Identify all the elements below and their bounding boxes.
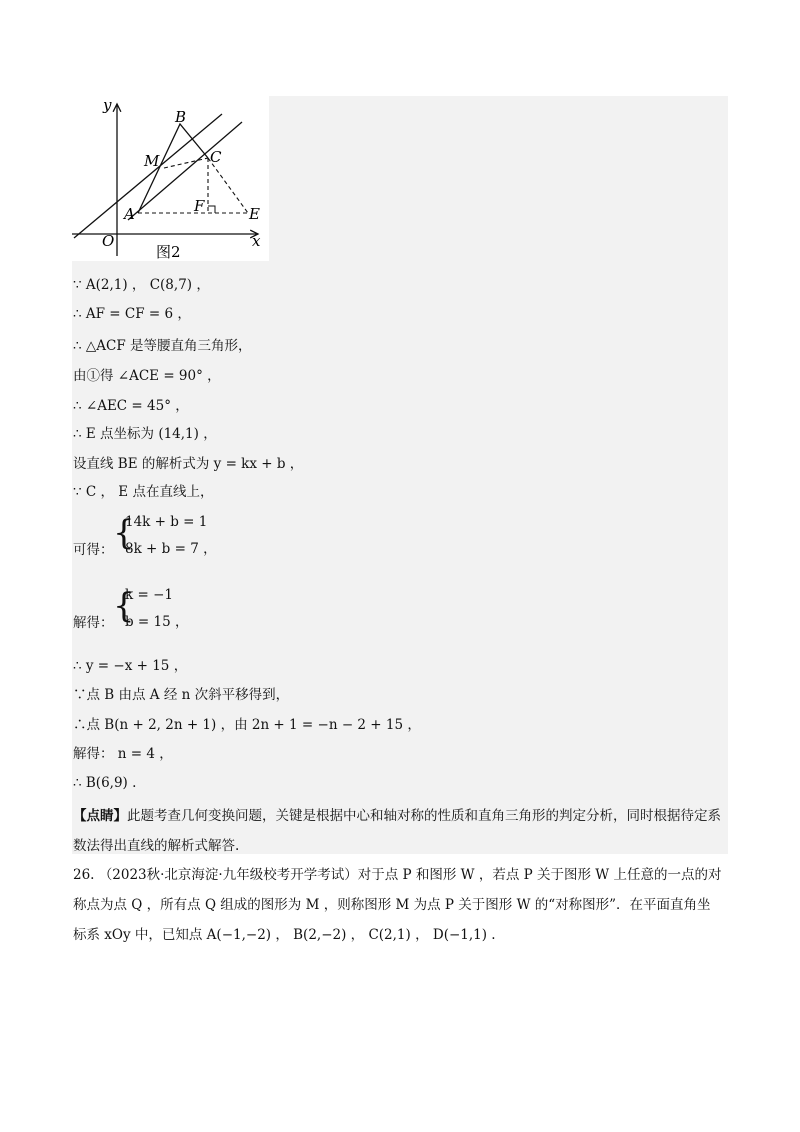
solution-line-10: ∵点 B 由点 A 经 n 次斜平移得到， bbox=[73, 687, 290, 703]
solution-line-13: ∴ B(6,9) . bbox=[73, 775, 137, 791]
system2-brace: { bbox=[113, 586, 135, 626]
remark-tag: 【点睛】 bbox=[73, 808, 127, 824]
system1-eq2: 8k + b = 7 ， bbox=[125, 541, 217, 557]
solution-line-8: ∵ C ， E 点在直线上， bbox=[73, 484, 214, 500]
system2-eq2: b = 15 ， bbox=[125, 614, 189, 630]
remark-paragraph bbox=[73, 801, 723, 861]
system2-eq1: k = −1 bbox=[125, 587, 173, 603]
figure-caption: 图2 bbox=[156, 243, 181, 261]
equation-system-1 bbox=[73, 512, 373, 558]
solution-line-11: ∴点 B(n + 2, 2n + 1) ，由 2n + 1 = −n − 2 + 15 ， bbox=[73, 717, 421, 733]
label-f: F bbox=[194, 197, 205, 215]
solution-line-1: ∵ A(2,1) ， C(8,7) ， bbox=[73, 277, 210, 293]
segment-ce bbox=[208, 158, 248, 213]
label-x: x bbox=[252, 232, 261, 250]
problem-26: 26. （2023秋·北京海淀·九年级校考开学考试）对于点 P 和图形 W ，若点 P 关于图形 W 上任意的一点的对称点为点 Q ，所有点 Q 组成的图形为 M ，则称图形 M 为点 P 关于图形 W 的“对称图形”．在平面直角坐标系 xOy 中，已知点 A(−1,−2) ， B(2,−2) ， C(2,1) ， D(−1,1) . bbox=[73, 867, 722, 943]
solution-line-7: 设直线 BE 的解析式为 y = kx + b ， bbox=[73, 456, 304, 472]
line-through-a bbox=[128, 122, 242, 220]
solution-line-9: ∴ y = −x + 15 ， bbox=[73, 658, 188, 674]
figure-svg bbox=[72, 96, 269, 261]
equation-system-2 bbox=[73, 585, 373, 631]
remark-text: 此题考查几何变换问题，关键是根据中心和轴对称的性质和直角三角形的判定分析，同时根据待定系数法得出直线的解析式解答. bbox=[73, 808, 721, 854]
system1-label: 可得： bbox=[73, 542, 114, 558]
solution-line-5: ∴ ∠AEC = 45° ， bbox=[73, 398, 189, 414]
geometry-figure bbox=[72, 96, 269, 261]
segment-mc bbox=[164, 158, 208, 168]
label-y: y bbox=[103, 96, 112, 114]
label-e: E bbox=[249, 205, 260, 223]
label-a: A bbox=[124, 205, 135, 223]
label-o: O bbox=[102, 232, 115, 250]
system2-label: 解得： bbox=[73, 615, 114, 631]
solution-line-4: 由①得 ∠ACE = 90° ， bbox=[73, 368, 221, 384]
system1-brace: { bbox=[113, 513, 135, 553]
right-angle-mark bbox=[208, 206, 215, 213]
solution-line-12: 解得： n = 4 ， bbox=[73, 746, 173, 762]
label-m: M bbox=[144, 152, 160, 170]
solution-line-2: ∴ AF = CF = 6 ， bbox=[73, 306, 191, 322]
solution-line-6: ∴ E 点坐标为 (14,1) ， bbox=[73, 426, 217, 442]
label-b: B bbox=[175, 108, 187, 126]
system1-eq1: 14k + b = 1 bbox=[125, 514, 208, 530]
line-through-m bbox=[74, 114, 222, 238]
solution-line-3: ∴ △ACF 是等腰直角三角形， bbox=[73, 338, 252, 354]
label-c: C bbox=[210, 148, 222, 166]
